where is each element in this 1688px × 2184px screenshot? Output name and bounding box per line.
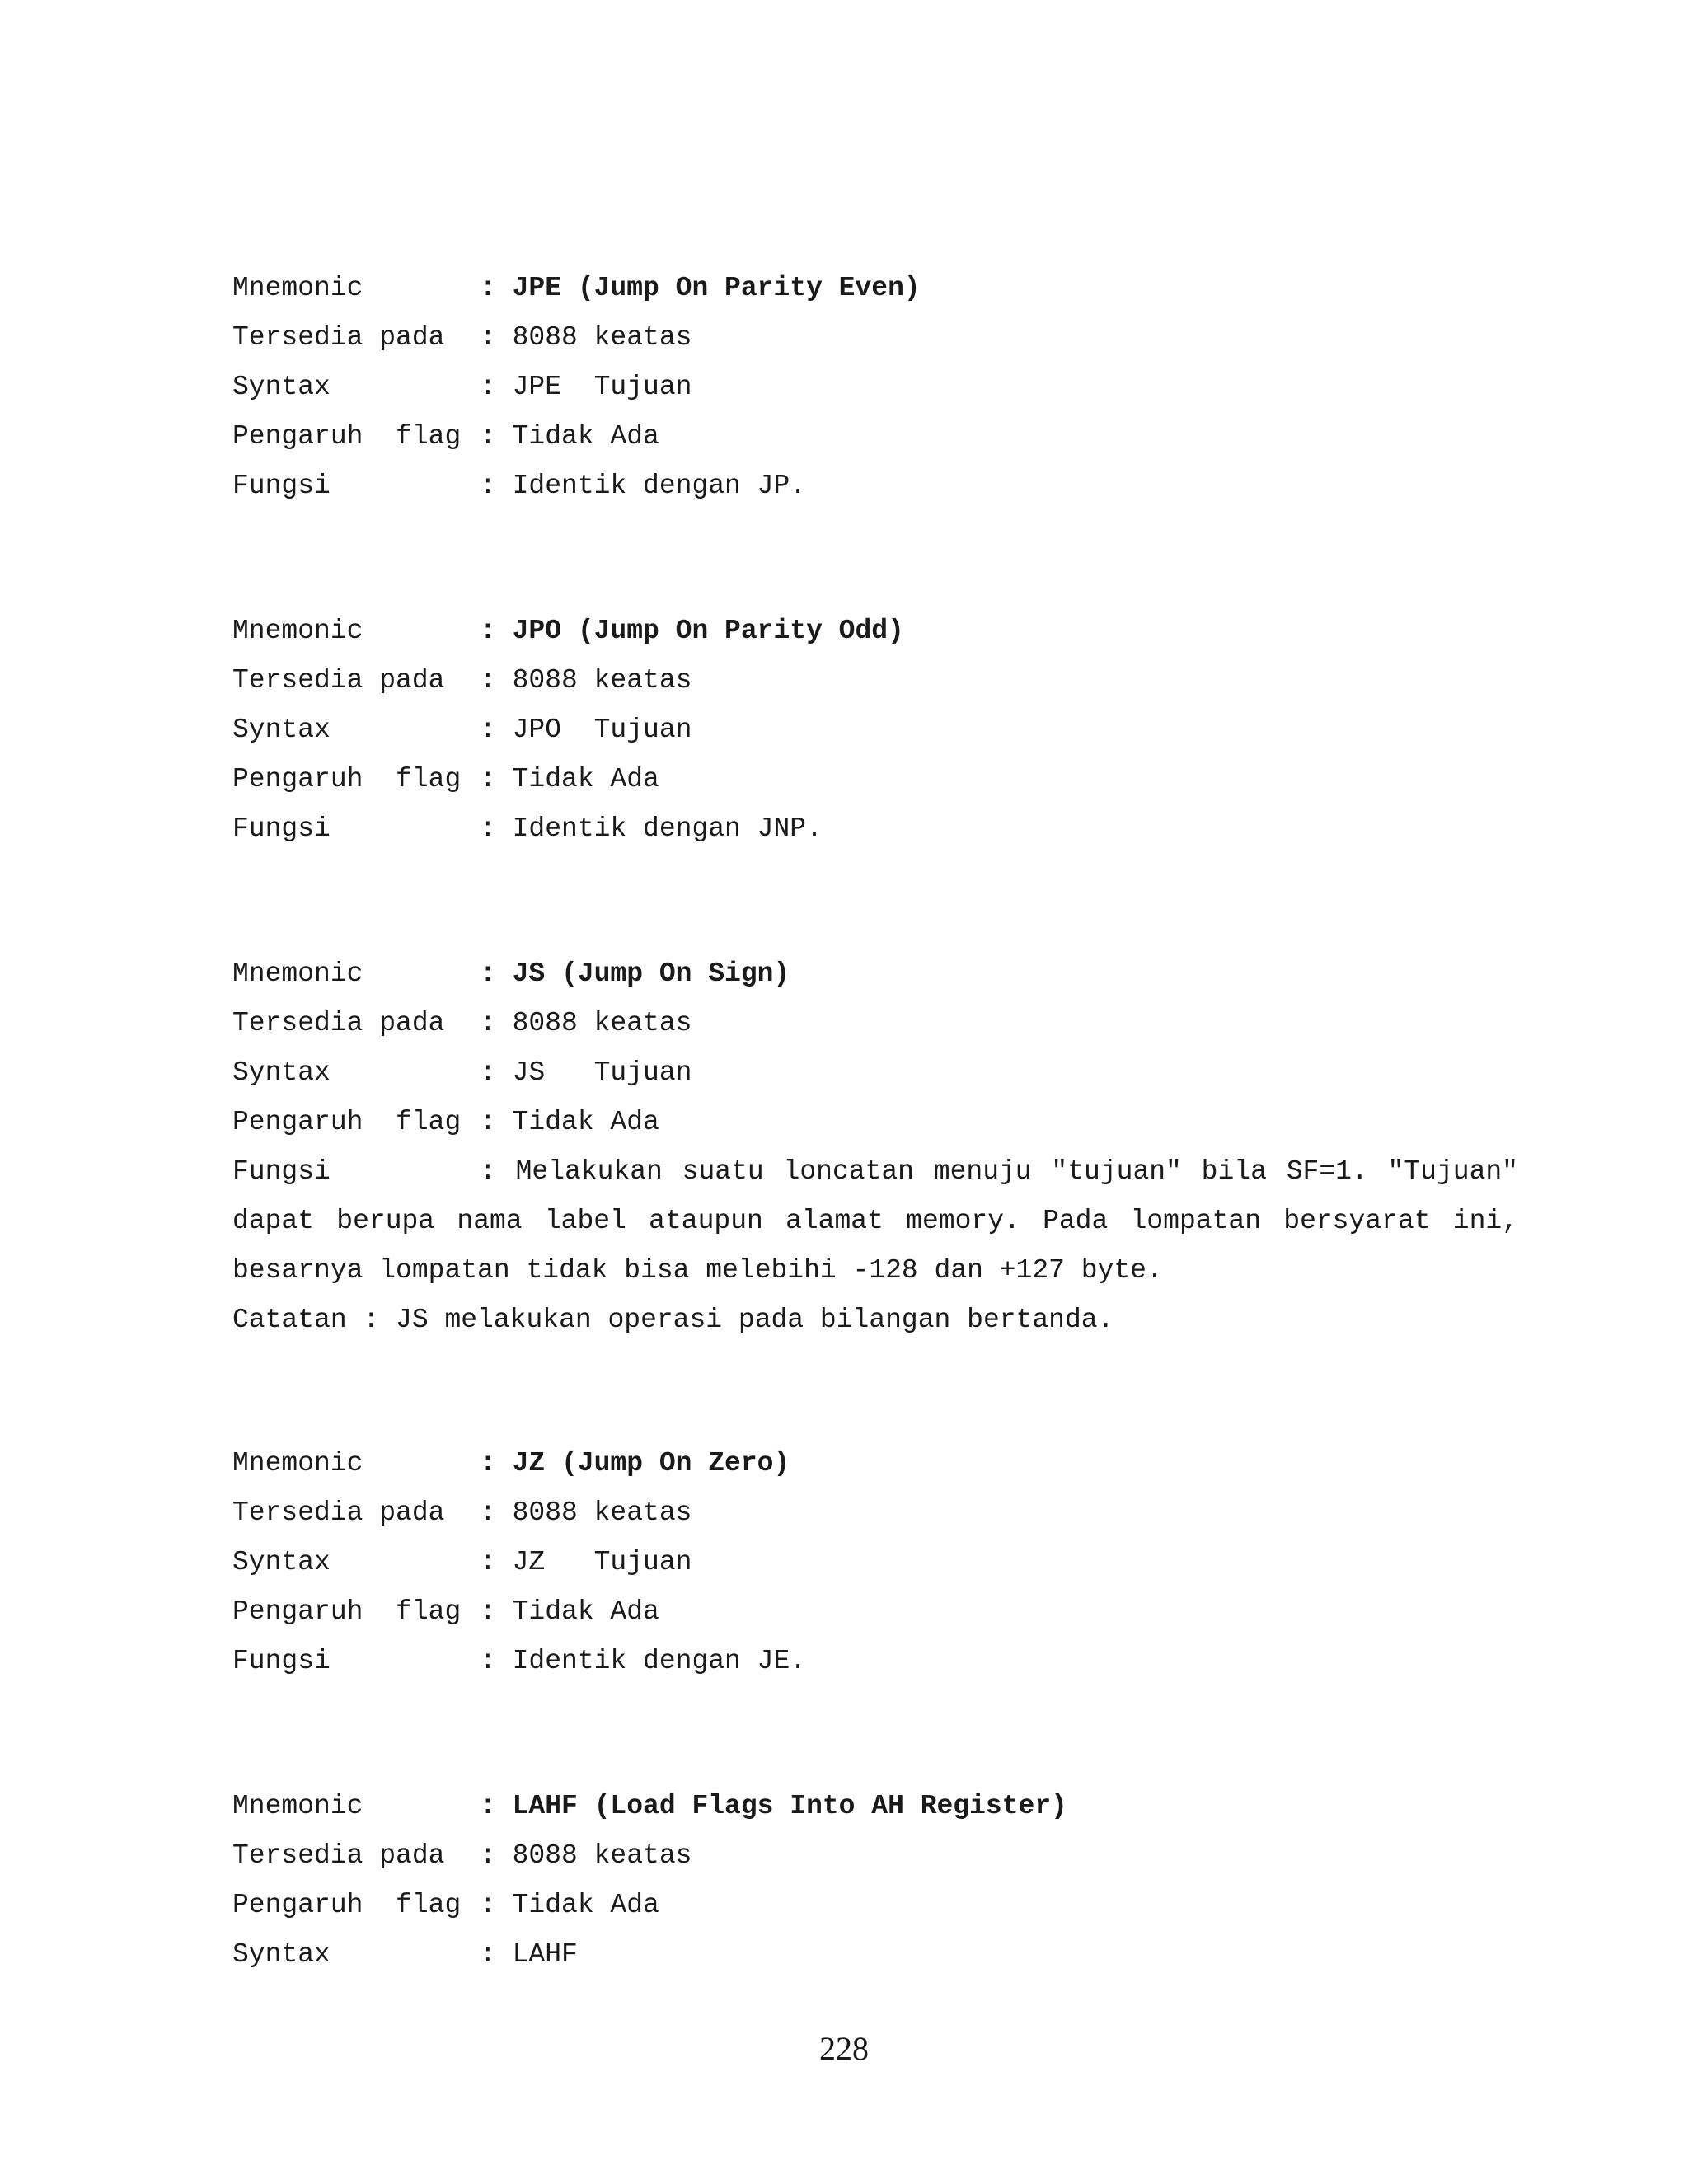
row-separator: : (480, 764, 513, 794)
row-mnemonic (232, 607, 1518, 656)
mnemonic-value: JS (Jump On Sign) (512, 958, 790, 989)
row-mnemonic (232, 949, 1518, 999)
row-separator: : (480, 1791, 513, 1821)
catatan-note: Catatan : JS melakukan operasi pada bilangan bertanda. (232, 1305, 1114, 1335)
entry-jpo (232, 607, 1518, 854)
row-label: Tersedia pada (232, 322, 445, 353)
row-mnemonic (232, 1439, 1518, 1488)
row-label: Tersedia pada (232, 1497, 445, 1528)
fungsi-text: : Melakukan suatu loncatan menuju "tujuan" bila SF=1. "Tujuan" dapat berupa nama label ataupun alamat memory. Pada lompatan bersyarat ini, besarnya lompatan tidak bisa melebihi -128 dan +127 byte. (232, 1156, 1518, 1286)
row-separator: : (480, 1596, 513, 1627)
row-fungsi (232, 1637, 1518, 1686)
row-syntax (232, 363, 1518, 412)
row-value: Tidak Ada (512, 1890, 659, 1920)
row-label: Tersedia pada (232, 1008, 445, 1038)
row-value: Identik dengan JE. (512, 1646, 807, 1676)
row-flag (232, 1098, 1518, 1147)
mnemonic-value: JZ (Jump On Zero) (512, 1448, 790, 1479)
row-flag (232, 412, 1518, 462)
row-value: Tidak Ada (512, 421, 659, 452)
fungsi-label: Fungsi (232, 1156, 331, 1187)
mnemonic-value: JPE (Jump On Parity Even) (512, 273, 921, 303)
row-label: Pengaruh flag (232, 421, 462, 452)
row-separator: : (480, 1890, 513, 1920)
row-separator: : (480, 1008, 513, 1038)
row-label: Mnemonic (232, 273, 363, 303)
mnemonic-value: LAHF (Load Flags Into AH Register) (512, 1791, 1067, 1821)
entry-lahf (232, 1782, 1518, 1980)
row-separator: : (480, 1547, 513, 1577)
row-label: Pengaruh flag (232, 1596, 462, 1627)
row-mnemonic (232, 1782, 1518, 1831)
row-label: Fungsi (232, 813, 331, 844)
row-label: Mnemonic (232, 1791, 363, 1821)
row-tersedia (232, 656, 1518, 705)
row-value: 8088 keatas (512, 1840, 692, 1871)
row-tersedia (232, 999, 1518, 1048)
row-separator: : (480, 958, 513, 989)
row-syntax (232, 705, 1518, 755)
row-separator: : (480, 1939, 513, 1970)
row-value: 8088 keatas (512, 1008, 692, 1038)
row-value: Tidak Ada (512, 764, 659, 794)
row-label: Syntax (232, 1547, 331, 1577)
row-label: Syntax (232, 715, 331, 745)
row-fungsi (232, 462, 1518, 511)
row-value: 8088 keatas (512, 665, 692, 696)
row-label: Pengaruh flag (232, 1107, 462, 1137)
row-value: JPE Tujuan (512, 372, 692, 402)
row-label: Syntax (232, 372, 331, 402)
entry-jz (232, 1439, 1518, 1686)
row-tersedia (232, 313, 1518, 363)
fungsi-paragraph (232, 1147, 1518, 1296)
row-separator: : (480, 665, 513, 696)
row-value: Identik dengan JP. (512, 471, 807, 501)
row-value: 8088 keatas (512, 322, 692, 353)
row-value: 8088 keatas (512, 1497, 692, 1528)
row-value: JPO Tujuan (512, 715, 692, 745)
row-separator: : (480, 616, 513, 646)
row-syntax (232, 1538, 1518, 1587)
row-separator: : (480, 1107, 513, 1137)
row-label: Tersedia pada (232, 665, 445, 696)
row-separator: : (480, 273, 513, 303)
row-flag (232, 1881, 1518, 1930)
row-label: Mnemonic (232, 616, 363, 646)
row-flag (232, 755, 1518, 804)
row-tersedia (232, 1488, 1518, 1538)
row-separator: : (480, 1840, 513, 1871)
row-label: Mnemonic (232, 958, 363, 989)
page-number: 228 (819, 2030, 869, 2067)
row-separator: : (480, 322, 513, 353)
mnemonic-value: JPO (Jump On Parity Odd) (512, 616, 904, 646)
row-label: Syntax (232, 1057, 331, 1088)
row-syntax (232, 1048, 1518, 1098)
row-separator: : (480, 372, 513, 402)
row-label: Pengaruh flag (232, 1890, 462, 1920)
row-value: Tidak Ada (512, 1596, 659, 1627)
row-label: Mnemonic (232, 1448, 363, 1479)
row-separator: : (480, 1497, 513, 1528)
row-separator: : (480, 1646, 513, 1676)
row-separator: : (480, 715, 513, 745)
row-separator: : (480, 421, 513, 452)
row-label: Syntax (232, 1939, 331, 1970)
row-value: LAHF (512, 1939, 578, 1970)
row-value: JZ Tujuan (512, 1547, 692, 1577)
row-label: Tersedia pada (232, 1840, 445, 1871)
row-value: JS Tujuan (512, 1057, 692, 1088)
row-syntax (232, 1930, 1518, 1980)
row-value: Tidak Ada (512, 1107, 659, 1137)
row-separator: : (480, 471, 513, 501)
entry-jpe (232, 264, 1518, 511)
row-mnemonic (232, 264, 1518, 313)
row-value: Identik dengan JNP. (512, 813, 823, 844)
row-label: Fungsi (232, 1646, 331, 1676)
row-tersedia (232, 1831, 1518, 1881)
row-separator: : (480, 813, 513, 844)
row-flag (232, 1587, 1518, 1637)
row-label: Fungsi (232, 471, 331, 501)
entry-js (232, 949, 1518, 1345)
row-separator: : (480, 1057, 513, 1088)
row-fungsi (232, 804, 1518, 854)
row-separator: : (480, 1448, 513, 1479)
row-label: Pengaruh flag (232, 764, 462, 794)
